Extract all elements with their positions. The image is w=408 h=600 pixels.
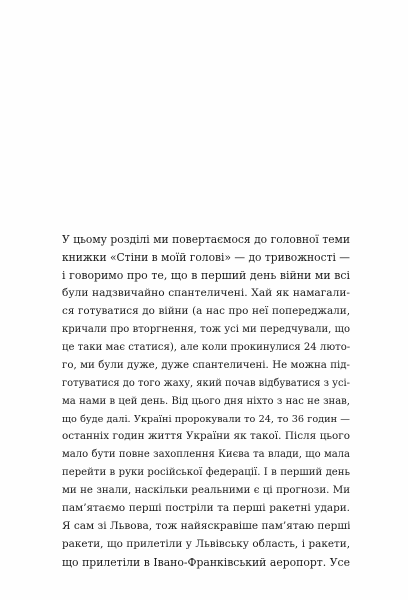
text-line: пам’ятаємо перші постріли та перші ракетні удари. [62,502,350,515]
text-line: ракети, що прилетіли у Львівську область, і ракети, [62,538,350,551]
text-line: перейти в руки російської федерації. І в перший день [62,467,350,479]
text-line: книжки «Стіни в моїй голові» — до тривожності — [62,250,350,264]
text-line: останніх годин життя України як такої. Після цього [62,430,350,443]
text-line: були надзвичайно спантеличені. Хай як намагали- [62,286,350,299]
text-line: готуватися до того жаху, який почав відбуватися з усі- [62,377,350,389]
text-line: і говоримо про те, що в перший день війни ми всі [62,268,350,282]
text-line: го, ми були дуже, дуже спантеличені. Не можна під- [62,359,350,371]
body-paragraph [62,231,350,572]
text-line: Я сам зі Львова, тож найяскравіше пам’ятаю перші [62,520,350,533]
text-line: що буде далі. Україні пророкували то 24, то 36 годин — [62,413,350,425]
text-line: мало бути повне захоплення Києва та влади, що мала [62,449,350,461]
text-line: У цьому розділі ми повертаємося до головної теми [62,233,350,246]
text-line: що прилетіли в Івано-Франківський аеропорт. Усе [62,556,350,570]
text-line: ми не знали, наскільки реальними є ці прогнози. Ми [62,485,350,497]
text-line: ма нами в цей день. Від цього дня ніхто з нас не знав, [62,395,350,407]
text-line: кричали про вторгнення, тож усі ми передчували, що [62,323,350,335]
text-line: це таки має статися), але коли прокинулися 24 люто- [62,341,350,353]
text-line: ся готуватися до війни (а нас про неї попереджали, [62,304,350,317]
